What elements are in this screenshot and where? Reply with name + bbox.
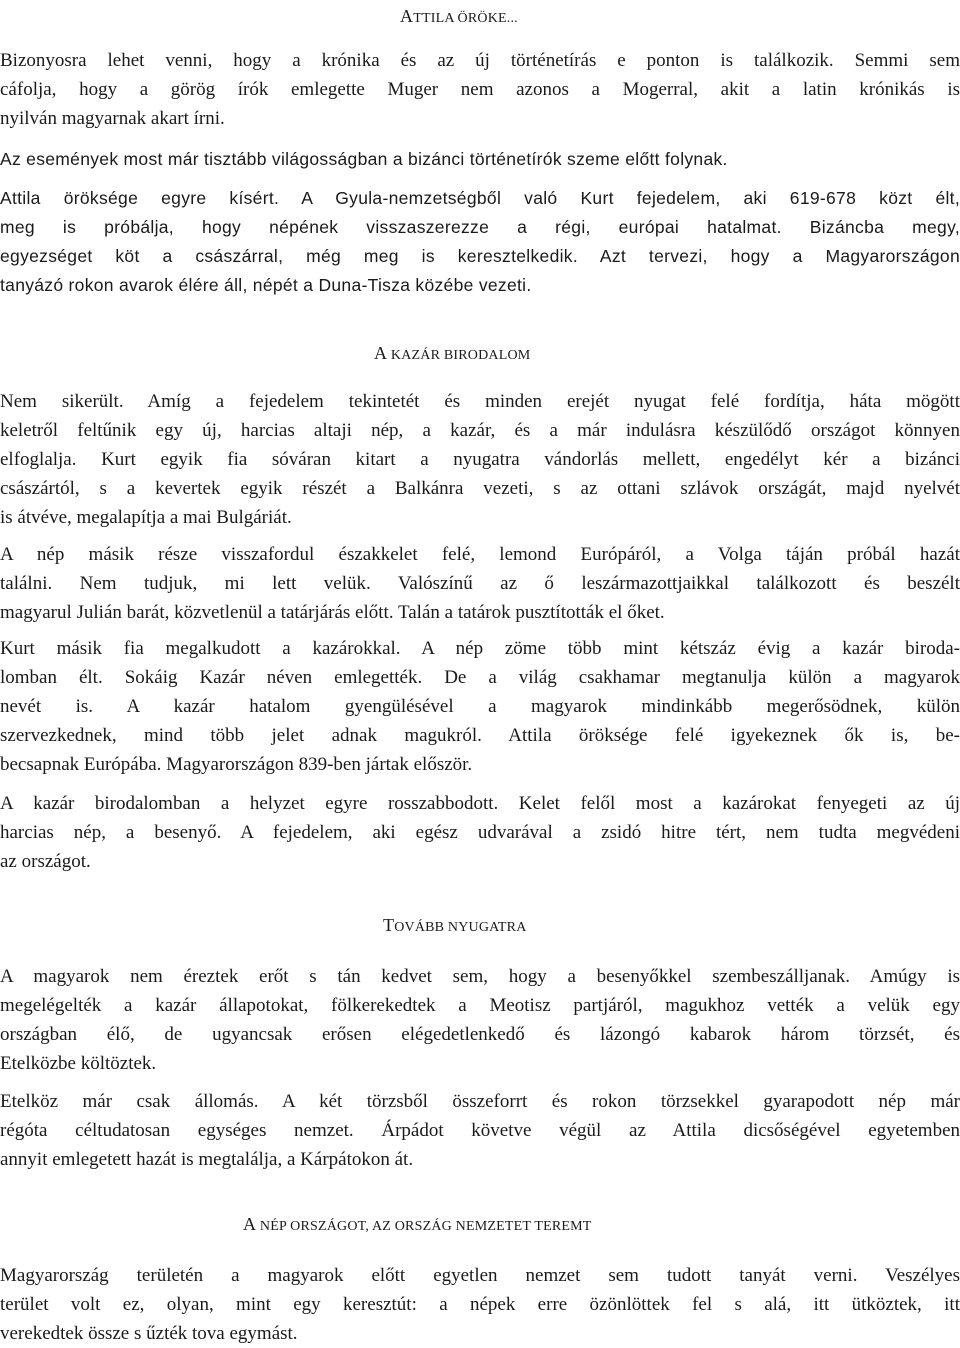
paragraph-line: Magyarország területén a magyarok előtt egyetlen nemzet sem tudott tanyát verni. Veszélyes xyxy=(0,1265,960,1286)
paragraph-line: az országot. xyxy=(0,851,91,872)
paragraph-line: keletről feltűnik egy új, harcias altaji nép, a kazár, és a már indulásra készülődő országot könnyen xyxy=(0,420,960,441)
paragraph-line: szervezkednek, mind több jelet adnak magukról. Attila öröksége felé igyekeznek ők is, be- xyxy=(0,725,960,746)
paragraph-line: nevét is. A kazár hatalom gyengülésével a magyarok mindinkább megerősödnek, külön xyxy=(0,696,960,717)
paragraph-4 xyxy=(0,387,960,532)
paragraph-line: becsapnak Európába. Magyarországon 839-ben jártak először. xyxy=(0,754,473,775)
paragraph-line: Nem sikerült. Amíg a fejedelem tekintetét és minden erejét nyugat felé fordítja, háta mögött xyxy=(0,391,960,412)
heading-smallcaps: TTILA ÖRÖKE... xyxy=(413,11,518,26)
paragraph-line: lomban élt. Sokáig Kazár néven emlegették. De a világ csakhamar megtanulja külön a magyarok xyxy=(0,667,960,688)
paragraph-line: terület volt ez, olyan, mint egy keresztút: a népek erre özönlöttek fel s alá, itt ütköztek, itt xyxy=(0,1294,960,1315)
paragraph-line: A magyarok nem éreztek erőt s tán kedvet sem, hogy a besenyőkkel szembeszálljanak. Amúgy is xyxy=(0,966,960,987)
paragraph-line: császártól, s a kevertek egyik részét a Balkánra vezeti, s az ottani szlávok országát, majd nyelvét xyxy=(0,478,960,499)
heading-initial: A xyxy=(374,343,388,363)
paragraph-5 xyxy=(0,540,960,627)
paragraph-line: cáfolja, hogy a görög írók emlegette Muger nem azonos a Mogerral, akit a latin krónikás is xyxy=(0,79,960,100)
paragraph-9 xyxy=(0,1087,960,1174)
paragraph-line: Az események most már tisztább világosságban a bizánci történetírók szeme előtt folynak. xyxy=(0,149,728,169)
paragraph-10 xyxy=(0,1261,960,1348)
paragraph-8 xyxy=(0,962,960,1078)
paragraph-line: meg is próbálja, hogy népének visszaszerezze a régi, európai hatalmat. Bizáncba megy, xyxy=(0,217,960,237)
heading-initial: A xyxy=(400,6,414,26)
heading-nep-orszagot xyxy=(243,1210,592,1241)
paragraph-line: A kazár birodalomban a helyzet egyre rosszabbodott. Kelet felől most a kazárokat fenyegeti az új xyxy=(0,793,960,814)
paragraph-line: megelégelték a kazár állapotokat, fölkerekedtek a Meotisz partjáról, magukhoz vették a velük egy xyxy=(0,995,960,1016)
paragraph-line: is átvéve, megalapítja a mai Bulgáriát. xyxy=(0,507,292,528)
paragraph-line: országban élő, de ugyancsak erősen elégedetlenkedő és lázongó kabarok három törzsét, és xyxy=(0,1024,960,1045)
paragraph-line: Kurt másik fia megalkudott a kazárokkal. A nép zöme több mint kétszáz évig a kazár biroda- xyxy=(0,638,960,659)
paragraph-line: egyezséget köt a császárral, még meg is keresztelkedik. Azt tervezi, hogy a Magyarországon xyxy=(0,246,960,266)
paragraph-line: Etelköz már csak állomás. A két törzsből összeforrt és rokon törzsekkel gyarapodott nép már xyxy=(0,1091,960,1112)
paragraph-2 xyxy=(0,145,960,174)
paragraph-1 xyxy=(0,46,960,133)
heading-smallcaps: OVÁBB NYUGATRA xyxy=(394,920,527,935)
paragraph-line: elfoglalja. Kurt egyik fia sóváran kitart a nyugatra vándorlás mellett, engedélyt kér a bizánci xyxy=(0,449,960,470)
paragraph-7 xyxy=(0,789,960,876)
heading-attila-oroke xyxy=(400,2,518,33)
paragraph-line: Attila öröksége egyre kísért. A Gyula-nemzetségből való Kurt fejedelem, aki 619-678 közt élt, xyxy=(0,188,960,208)
paragraph-line: annyit emlegetett hazát is megtalálja, a Kárpátokon át. xyxy=(0,1149,414,1170)
paragraph-line: találni. Nem tudjuk, mi lett velük. Valószínű az ő leszármazottjaikkal találkozott és beszélt xyxy=(0,573,960,594)
paragraph-line: nyilván magyarnak akart írni. xyxy=(0,108,225,129)
heading-tovabb-nyugatra xyxy=(383,911,527,942)
heading-smallcaps: NÉP ORSZÁGOT, AZ ORSZÁG NEMZETET TEREMT xyxy=(256,1219,592,1234)
paragraph-line: A nép másik része visszafordul északkelet felé, lemond Európáról, a Volga táján próbál hazát xyxy=(0,544,960,565)
paragraph-line: harcias nép, a besenyő. A fejedelem, aki egész udvarával a zsidó hitre tért, nem tudta megvédeni xyxy=(0,822,960,843)
paragraph-line: tanyázó rokon avarok élére áll, népét a Duna-Tisza közébe vezeti. xyxy=(0,275,532,295)
paragraph-line: magyarul Julián barát, közvetlenül a tatárjárás előtt. Talán a tatárok pusztították el őket. xyxy=(0,602,665,623)
paragraph-3 xyxy=(0,184,960,300)
paragraph-6 xyxy=(0,634,960,779)
paragraph-line: Etelközbe költöztek. xyxy=(0,1053,157,1074)
heading-initial: T xyxy=(383,915,395,935)
paragraph-line: Bizonyosra lehet venni, hogy a krónika és az új történetírás e ponton is találkozik. Semmi sem xyxy=(0,50,960,71)
heading-kazar-birodalom xyxy=(374,339,530,370)
paragraph-line: régóta céltudatosan egységes nemzet. Árpádot követve végül az Attila dicsőségével egyetemben xyxy=(0,1120,960,1141)
heading-initial: A xyxy=(243,1214,257,1234)
heading-smallcaps: KAZÁR BIRODALOM xyxy=(387,348,531,363)
paragraph-line: verekedtek össze s űzték tova egymást. xyxy=(0,1323,298,1344)
